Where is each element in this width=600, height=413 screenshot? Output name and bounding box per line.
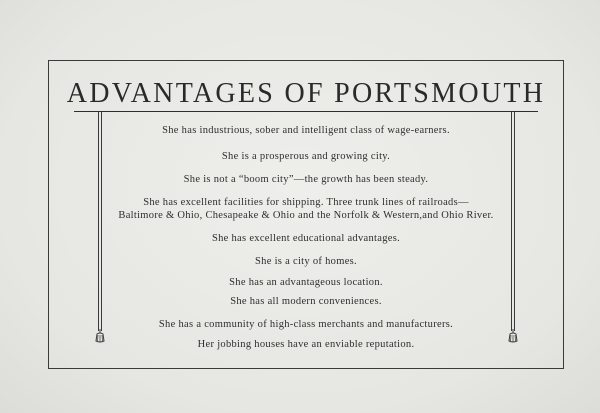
advantage-line: She is a city of homes. bbox=[255, 256, 357, 267]
advantage-line: She has industrious, sober and intelligent class of wage-earners. bbox=[162, 125, 450, 136]
advantage-line: Baltimore & Ohio, Chesapeake & Ohio and the Norfolk & Western,and Ohio River. bbox=[118, 210, 494, 221]
border-frame bbox=[48, 60, 564, 369]
advantage-line: She is not a “boom city”—the growth has been steady. bbox=[183, 174, 429, 185]
page-title: ADVANTAGES OF PORTSMOUTH bbox=[66, 78, 546, 109]
advantage-line: She has excellent educational advantages. bbox=[211, 233, 401, 244]
advantage-line: She is a prosperous and growing city. bbox=[221, 151, 391, 162]
advantage-line: She has all modern conveniences. bbox=[230, 296, 382, 307]
advantage-line: She has excellent facilities for shipping. Three trunk lines of railroads— bbox=[143, 197, 469, 208]
advantage-line: She has an advantageous location. bbox=[229, 277, 383, 288]
advantage-line: Her jobbing houses have an enviable reputation. bbox=[197, 339, 415, 350]
advantages-list bbox=[49, 61, 563, 368]
advantage-line: She has a community of high-class merchants and manufacturers. bbox=[158, 319, 454, 330]
